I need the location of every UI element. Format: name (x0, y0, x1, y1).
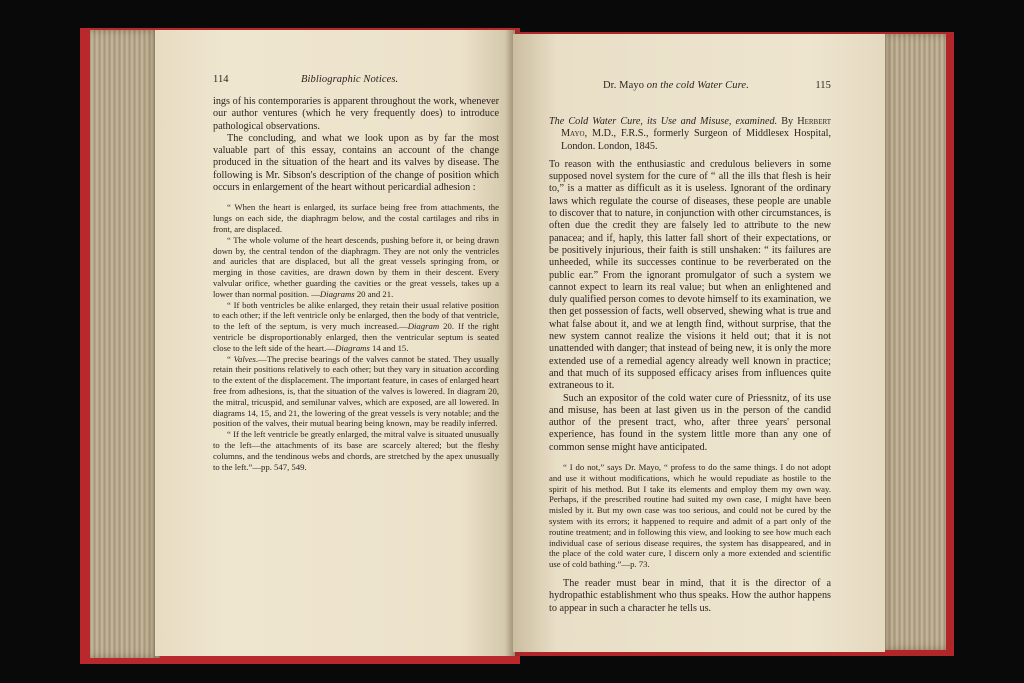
quote-paragraph-2 (213, 235, 499, 300)
quote-4-text: .—The precise bearings of the valves cannot be stated. They usually retain their positions relatively to each other; but they vary in situation according to the extent of the displacement. The important feature, in cases of enlarged heart free from adhesions, is, that the situation of the valves is lowered. In diagram 20, the mitral, tricuspid, and semilunar valves, which are exposed, are all lowered. In diagrams 14, 15, and 21, the lowering of the great vessels is very notable; and the position of the valves, their mutual bearing being known, may be readily inferred. (213, 353, 499, 429)
right-paragraph-3: The reader must bear in mind, that it is the director of a hydropathic establishment who thus speaks. How the author happens to appear in such a character he tells us. (549, 577, 831, 614)
right-paragraph-2: Such an expositor of the cold water cure of Priessnitz, of its use and misuse, has been at last given us in the person of the candid author of the present tract, who, after three years' personal experience, has found in the system little more than any one of common sense might have anticipated. (549, 392, 831, 453)
book-citation (549, 116, 831, 153)
mayo-quote: “ I do not,” says Dr. Mayo, “ profess to do the same things. I do not adopt and use it without modifications, which he would repudiate as hostile to the spirit of his method. But I take its elements and employ them my own way. Perhaps, if the prescribed routine had suited my own case, I might have been misled by it. But my own case was too serious, and could not be cured by the system with its errors; it happened to require and admit of a part only of the routine treatment; and in following this view, and looking to see how much each individual case of serious disease requires, the system has disappeared, and in the place of the cold water cure, I discern only a more extended and scientific use of cold bathing.”—p. 73. (549, 462, 831, 570)
left-page-number: 114 (213, 74, 229, 85)
left-paragraph-1: ings of his contemporaries is apparent throughout the work, whenever our author ventures (which he very frequently does) to introduce pathological observations. (213, 96, 499, 132)
right-running-title-pre: Dr. Mayo (603, 80, 647, 91)
quote-2-text: “ The whole volume of the heart descends, pushing before it, or being drawn down by, the central tendon of the diaphragm. They are not only the ventricles and auricles that are displaced, but all the great vessels springing from, or merging in those cavities, are drawn down by them in their descent. Every valvular orifice, whether guarding the cavities or the great vessels, takes up a lower than normal position. — (213, 234, 499, 299)
right-block-quote (549, 462, 831, 570)
quote-3-end: 14 and 15. (369, 342, 409, 353)
citation-title: The Cold Water Cure, its Use and Misuse, examined. (549, 116, 778, 127)
page-edges-right (880, 34, 946, 650)
left-page-body (213, 96, 499, 472)
quote-paragraph-1: “ When the heart is enlarged, its surface being free from attachments, the lungs on each side, the diaphragm below, and the costal cartilages and ribs in front, are displaced. (213, 202, 499, 234)
left-running-title: Bibliographic Notices. (301, 74, 399, 85)
right-page-number: 115 (815, 80, 831, 91)
quote-2-ref: Diagrams (319, 288, 355, 299)
right-running-title-italic: on the cold Water Cure. (646, 80, 749, 91)
citation-author: Herbert Mayo (561, 116, 831, 140)
left-page (155, 30, 515, 656)
quote-3-ref2: Diagrams (335, 342, 370, 353)
left-paragraph-2: The concluding, and what we look upon as by far the most valuable part of this essay, contains an account of the change produced in the situation of the heart and its valves by disease. The following is Mr. Sibson's description of the change of position which occurs in enlargement of the heart without pericardial adhesion : (213, 132, 499, 194)
quote-paragraph-4 (213, 354, 499, 430)
right-paragraph-1: To reason with the enthusiastic and credulous believers in some supposed novel system for the cure of “ all the ills that flesh is heir to,” is a matter as difficult as it is useless. Ignorant of the ordinary laws which regulate the course of diseases, these people are unable to discover that to nature, in conjunction with other circumstances, is often due the credit they are falsely led to attribute to the new panacea; and if, haply, this latter fall short of their expectations, or be positively injurious, their faith is still unshaken: “ its failures are unheeded, while its successes continue to be reverberated on the public ear.” From the ignorant promulgator of such a system we cannot expect to learn its real value; but when an enlightened and duly qualified person comes to devote himself to its examination, we then get possession of facts, well observed, shewing what is true and what false about it, and we at length find, without surprise, that the new system cannot realize the visions it held out; that it is not unattended with danger; that instead of being new, it is only the more extended use of a remedial agency already well known in practice; and that much of its supposed efficacy arises from influences quite extraneous to it. (549, 158, 831, 392)
quote-4-lead: “ (227, 353, 234, 364)
left-block-quote (213, 202, 499, 472)
quote-3-text: “ If both ventricles be alike enlarged, they retain their usual relative position to each other; if the left ventricle only be enlarged, then the body of that ventricle, to the left of the septum, is very much increased.— (213, 299, 499, 332)
right-page-body (549, 116, 831, 615)
right-running-title (603, 80, 749, 91)
right-page (513, 34, 885, 652)
page-edges-left (90, 30, 160, 658)
citation-rest: , M.D., F.R.S., formerly Surgeon of Middlesex Hospital, London. London, 1845. (561, 128, 831, 152)
citation-by: By (777, 116, 798, 127)
quote-paragraph-5: “ If the left ventricle be greatly enlarged, the mitral valve is situated unusually to the left—the attachments of its base are scarcely altered; but the fleshy columns, and the tendinous webs and chords, are stretched by the apex unusually to the left.”—pp. 547, 549. (213, 429, 499, 472)
quote-paragraph-3 (213, 300, 499, 354)
quote-2-end: 20 and 21. (354, 288, 394, 299)
quote-4-label: Valves (233, 353, 256, 364)
quote-3-mid: 20. If the right ventricle be disproportionably enlarged, then the ventricular septum is seated close to the left side of the heart.— (213, 321, 499, 353)
quote-3-ref: Diagram (407, 321, 440, 332)
